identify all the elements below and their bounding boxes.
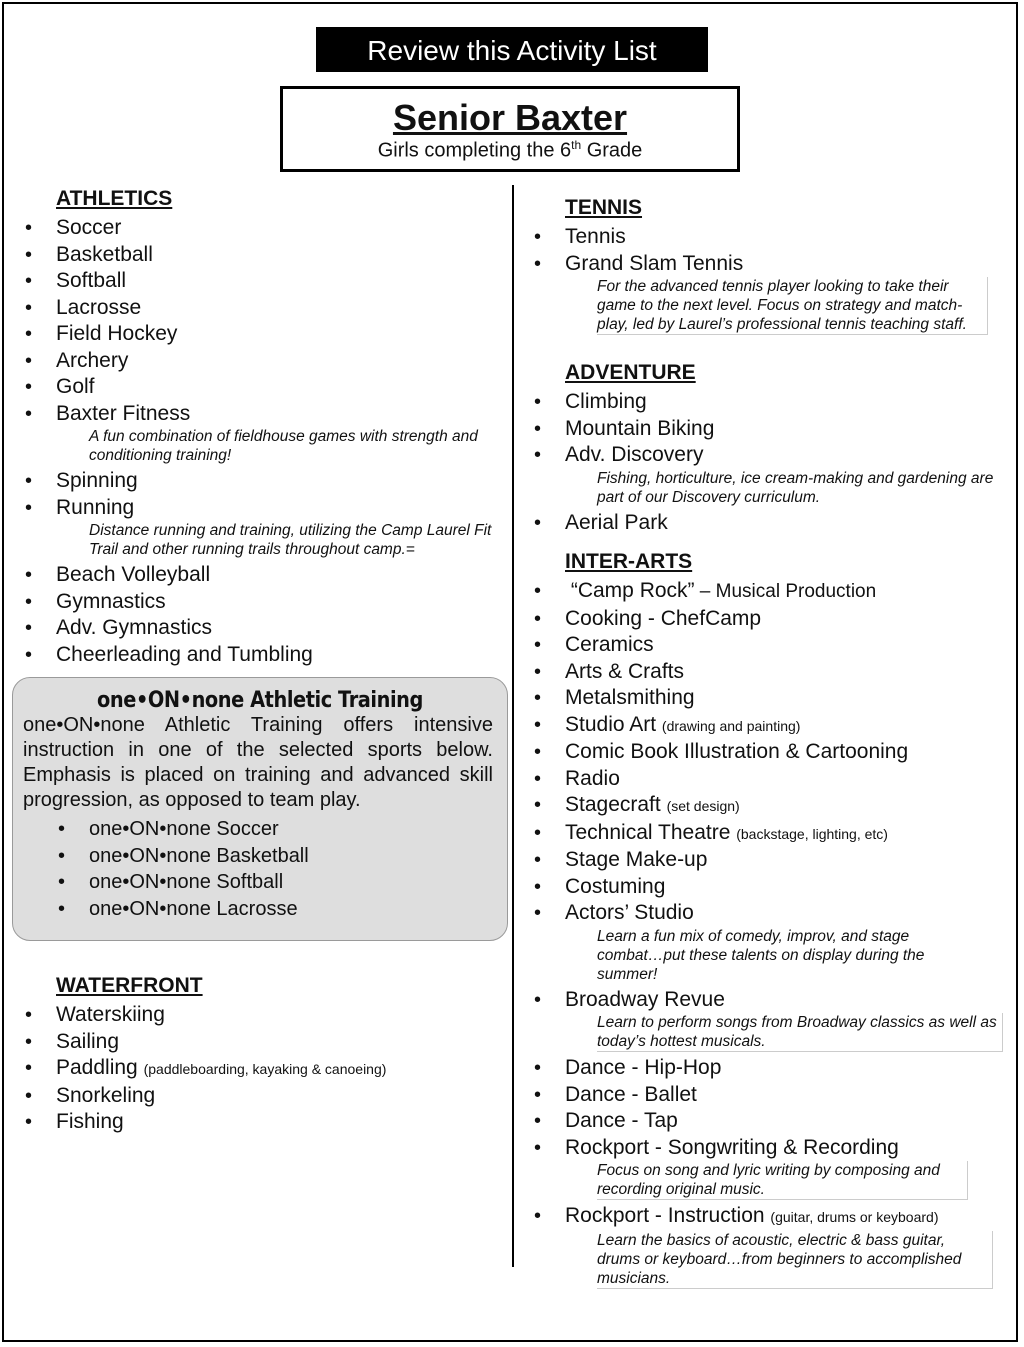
list-item: • Adv. Gymnastics: [56, 615, 501, 642]
list-item: • Waterskiing: [56, 1002, 501, 1029]
list-item: • one•ON•none Soccer: [89, 816, 507, 843]
list-item: • Grand Slam Tennis: [565, 251, 1005, 278]
list-item: • one•ON•none Softball: [89, 869, 507, 896]
waterfront-heading: WATERFRONT: [56, 974, 203, 997]
list-item: • Metalsmithing: [565, 685, 1005, 712]
page-subtitle: [283, 138, 737, 163]
adventure-list-2: [565, 510, 1005, 537]
list-item: [565, 1203, 1005, 1231]
inter-arts-list: [565, 578, 1005, 927]
list-item: • Dance - Ballet: [565, 1082, 1005, 1109]
list-item: • Cooking - ChefCamp: [565, 606, 1005, 633]
list-item: • Beach Volleyball: [56, 562, 501, 589]
one-on-none-list: [89, 816, 507, 922]
column-divider: [512, 185, 514, 1267]
one-on-none-box: [12, 677, 508, 941]
list-item: • Golf: [56, 374, 501, 401]
rockport-instruction-note: (guitar, drums or keyboard): [770, 1209, 939, 1225]
list-item: • Sailing: [56, 1029, 501, 1056]
list-item: • Stage Make-up: [565, 847, 1005, 874]
list-item: • Snorkeling: [56, 1083, 501, 1110]
athletics-list-3: [56, 562, 501, 668]
list-item: • Softball: [56, 268, 501, 295]
subtitle-sup: th: [571, 138, 582, 152]
list-item: • Dance - Tap: [565, 1108, 1005, 1135]
technical-theatre-label: Technical Theatre: [565, 820, 731, 844]
athletics-list: [56, 215, 501, 427]
list-item: • Lacrosse: [56, 295, 501, 322]
studio-art-label: Studio Art: [565, 712, 657, 736]
running-description: Distance running and training, utilizing the Camp Laurel Fit Trail and other running trails throughout camp.=: [89, 522, 492, 558]
list-item: • Ceramics: [565, 632, 1005, 659]
list-item: • Comic Book Illustration & Cartooning: [565, 739, 1005, 766]
adventure-heading: ADVENTURE: [565, 361, 696, 384]
one-on-none-text: one•ON•none Athletic Training offers intensive instruction in one of the selected sports below. Emphasis is placed on training and advanced skill progression, as opposed to team play.: [23, 714, 493, 811]
paddling-note: (paddleboarding, kayaking & canoeing): [143, 1061, 387, 1077]
list-item: • Radio: [565, 766, 1005, 793]
camp-rock-label: “Camp Rock”: [570, 579, 695, 602]
list-item: [565, 712, 1005, 740]
technical-theatre-note: (backstage, lighting, etc): [736, 825, 888, 842]
rockport-instruction-description: Learn the basics of acoustic, electric & bass guitar, drums or keyboard…from beginners to accomplished musicians.: [597, 1231, 993, 1289]
list-item: • Cheerleading and Tumbling: [56, 642, 501, 669]
list-item: • Aerial Park: [565, 510, 1005, 537]
waterfront-section: [56, 972, 501, 1136]
list-item: [565, 578, 1005, 606]
athletics-list-2: [56, 468, 501, 521]
list-item: [565, 820, 1005, 848]
inter-arts-list-4: [565, 1203, 1005, 1231]
list-item: • Gymnastics: [56, 589, 501, 616]
studio-art-note: (drawing and painting): [661, 717, 801, 734]
banner-title: Review this Activity List: [316, 27, 708, 72]
list-item: • Baxter Fitness: [56, 401, 501, 428]
paddling-label: Paddling: [56, 1056, 138, 1079]
page-title: Senior Baxter: [392, 97, 628, 138]
tennis-list: [565, 224, 1005, 277]
rockport-songwriting-description: Focus on song and lyric writing by composing and recording original music.: [597, 1161, 968, 1200]
list-item: • Dance - Hip-Hop: [565, 1055, 1005, 1082]
title-box: [280, 86, 740, 172]
list-item: • Costuming: [565, 874, 1005, 901]
inter-arts-list-3: [565, 1055, 1005, 1161]
list-item: • one•ON•none Lacrosse: [89, 896, 507, 923]
list-item: • Climbing: [565, 389, 1005, 416]
list-item: • Arts & Crafts: [565, 659, 1005, 686]
list-item: • Fishing: [56, 1109, 501, 1136]
rockport-instruction-label: Rockport - Instruction: [565, 1204, 765, 1227]
inter-arts-list-2: [565, 987, 1005, 1014]
baxter-fitness-description: A fun combination of fieldhouse games with strength and conditioning training!: [89, 428, 478, 464]
list-item: • Running: [56, 495, 501, 522]
list-item: • Rockport - Songwriting & Recording: [565, 1135, 1005, 1162]
list-item: • Broadway Revue: [565, 987, 1005, 1014]
list-item: • Adv. Discovery: [565, 442, 1005, 469]
grand-slam-description: For the advanced tennis player looking to take their game to the next level. Focus on strategy and match-play, led by Laurel’s professional tennis teaching staff.: [597, 277, 988, 335]
stagecraft-note: (set design): [666, 798, 740, 814]
inter-arts-heading: INTER-ARTS: [565, 550, 693, 573]
tennis-heading: TENNIS: [565, 196, 643, 219]
subtitle-text-end: Grade: [581, 139, 643, 162]
actors-studio-description: Learn a fun mix of comedy, improv, and stage combat…put these talents on display during the summer!: [597, 927, 925, 983]
list-item: • Tennis: [565, 224, 1005, 251]
athletics-heading: ATHLETICS: [56, 187, 173, 210]
athletics-section: [56, 185, 501, 668]
list-item: • Basketball: [56, 242, 501, 269]
discovery-description: Fishing, horticulture, ice cream-making and gardening are part of our Discovery curriculum.: [597, 469, 994, 506]
list-item: • Archery: [56, 348, 501, 375]
broadway-description: Learn to perform songs from Broadway classics as well as today’s hottest musicals.: [597, 1013, 1003, 1052]
list-item: • Actors’ Studio: [565, 900, 1005, 927]
list-item: • Spinning: [56, 468, 501, 495]
waterfront-list: [56, 1002, 501, 1136]
list-item: • one•ON•none Basketball: [89, 843, 507, 870]
adventure-list: [565, 389, 1005, 469]
list-item: [565, 792, 1005, 820]
list-item: [56, 1055, 501, 1083]
right-column: [565, 194, 1005, 1289]
list-item: • Soccer: [56, 215, 501, 242]
camp-rock-note: – Musical Production: [694, 581, 877, 602]
subtitle-text: Girls completing the 6: [377, 139, 572, 162]
one-on-none-title: one•ON•none Athletic Training: [97, 688, 423, 713]
stagecraft-label: Stagecraft: [565, 793, 661, 816]
list-item: • Mountain Biking: [565, 416, 1005, 443]
list-item: • Field Hockey: [56, 321, 501, 348]
